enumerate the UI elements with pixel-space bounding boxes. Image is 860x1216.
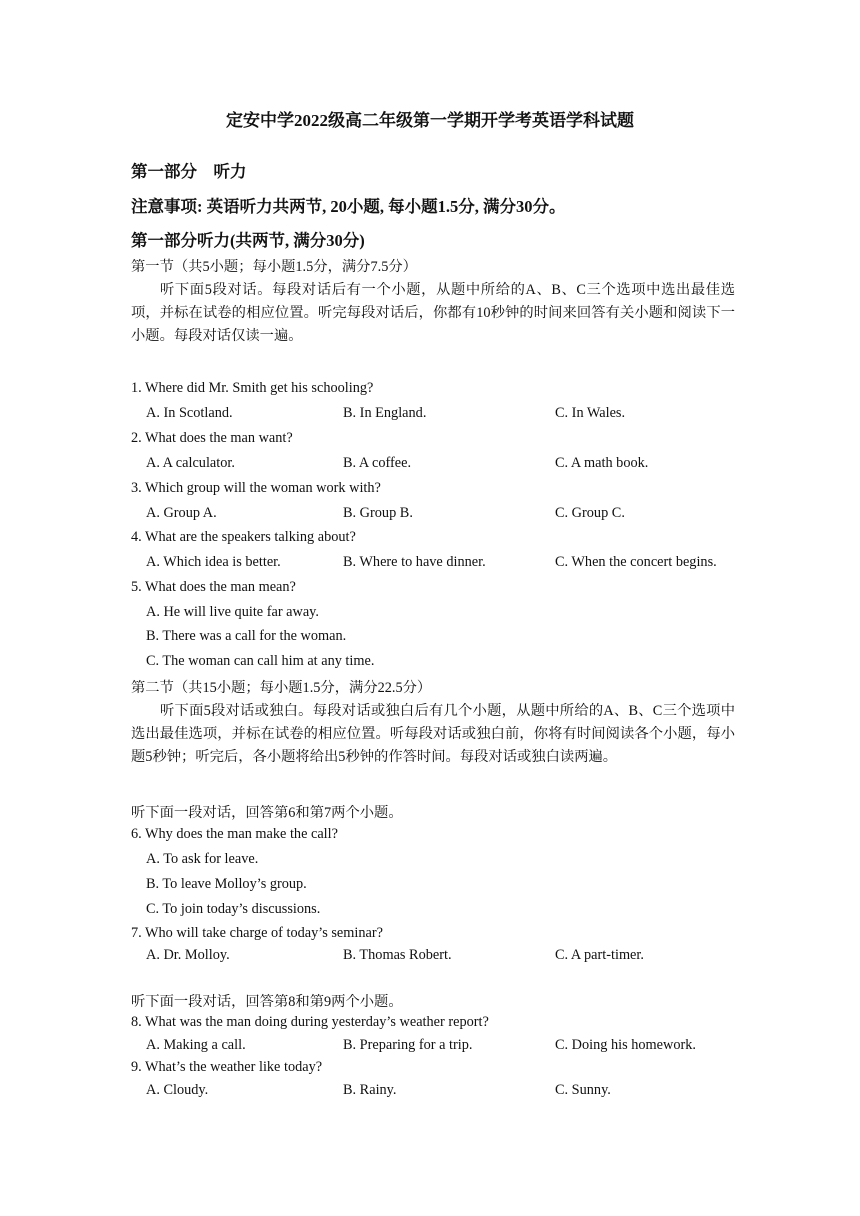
section2-heading: 第二节（共15小题；每小题1.5分，满分22.5分） bbox=[131, 680, 432, 696]
question-3: 3. Which group will the woman work with? bbox=[131, 480, 381, 496]
option-7a: A. Dr. Molloy. bbox=[146, 947, 230, 963]
part-subheading: 第一部分听力(共两节, 满分30分) bbox=[131, 231, 365, 250]
option-3a: A. Group A. bbox=[146, 505, 217, 521]
question-6: 6. Why does the man make the call? bbox=[131, 826, 338, 842]
option-6a: A. To ask for leave. bbox=[146, 851, 259, 867]
option-2c: C. A math book. bbox=[555, 455, 649, 471]
option-7b: B. Thomas Robert. bbox=[343, 947, 452, 963]
group1-intro: 听下面一段对话，回答第6和第7两个小题。 bbox=[131, 805, 403, 821]
question-1: 1. Where did Mr. Smith get his schooling? bbox=[131, 380, 374, 396]
option-1b: B. In England. bbox=[343, 405, 427, 421]
option-7c: C. A part-timer. bbox=[555, 947, 644, 963]
option-8c: C. Doing his homework. bbox=[555, 1037, 696, 1053]
option-4a: A. Which idea is better. bbox=[146, 554, 281, 570]
part-heading: 第一部分 听力 bbox=[131, 162, 247, 181]
option-5c: C. The woman can call him at any time. bbox=[146, 653, 375, 669]
option-9a: A. Cloudy. bbox=[146, 1082, 209, 1098]
group2-intro: 听下面一段对话，回答第8和第9两个小题。 bbox=[131, 994, 403, 1010]
question-4: 4. What are the speakers talking about? bbox=[131, 529, 356, 545]
question-9: 9. What’s the weather like today? bbox=[131, 1059, 323, 1075]
option-4c: C. When the concert begins. bbox=[555, 554, 717, 570]
notice: 注意事项: 英语听力共两节, 20小题, 每小题1.5分, 满分30分。 bbox=[131, 197, 566, 216]
question-7: 7. Who will take charge of today’s seminar? bbox=[131, 925, 383, 941]
option-1c: C. In Wales. bbox=[555, 405, 626, 421]
option-9b: B. Rainy. bbox=[343, 1082, 397, 1098]
option-8b: B. Preparing for a trip. bbox=[343, 1037, 473, 1053]
section1-instructions: 听下面5段对话。每段对话后有一个小题，从题中所给的A、B、C三个选项中选出最佳选项，并标在试卷的相应位置。听完每段对话后，你都有10秒钟的时间来回答有关小题和阅读下一小题。每段对话仅读一遍。 bbox=[131, 282, 735, 344]
option-4b: B. Where to have dinner. bbox=[343, 554, 486, 570]
option-5b: B. There was a call for the woman. bbox=[146, 628, 347, 644]
option-8a: A. Making a call. bbox=[146, 1037, 246, 1053]
option-3c: C. Group C. bbox=[555, 505, 625, 521]
exam-title: 定安中学2022级高二年级第一学期开学考英语学科试题 bbox=[226, 111, 634, 130]
question-5: 5. What does the man mean? bbox=[131, 579, 296, 595]
option-6b: B. To leave Molloy’s group. bbox=[146, 876, 307, 892]
section1-heading: 第一节（共5小题；每小题1.5分，满分7.5分） bbox=[131, 259, 417, 275]
option-2b: B. A coffee. bbox=[343, 455, 412, 471]
option-6c: C. To join today’s discussions. bbox=[146, 901, 321, 917]
option-9c: C. Sunny. bbox=[555, 1082, 611, 1098]
option-2a: A. A calculator. bbox=[146, 455, 235, 471]
option-5a: A. He will live quite far away. bbox=[146, 604, 319, 620]
question-8: 8. What was the man doing during yesterday’s weather report? bbox=[131, 1014, 489, 1030]
question-2: 2. What does the man want? bbox=[131, 430, 293, 446]
section2-instructions: 听下面5段对话或独白。每段对话或独白后有几个小题，从题中所给的A、B、C三个选项中选出最佳选项，并标在试卷的相应位置。听每段对话或独白前，你将有时间阅读各个小题，每小题5秒钟；听完后，各小题将给出5秒钟的作答时间。每段对话或独白读两遍。 bbox=[131, 703, 735, 765]
option-1a: A. In Scotland. bbox=[146, 405, 233, 421]
option-3b: B. Group B. bbox=[343, 505, 413, 521]
